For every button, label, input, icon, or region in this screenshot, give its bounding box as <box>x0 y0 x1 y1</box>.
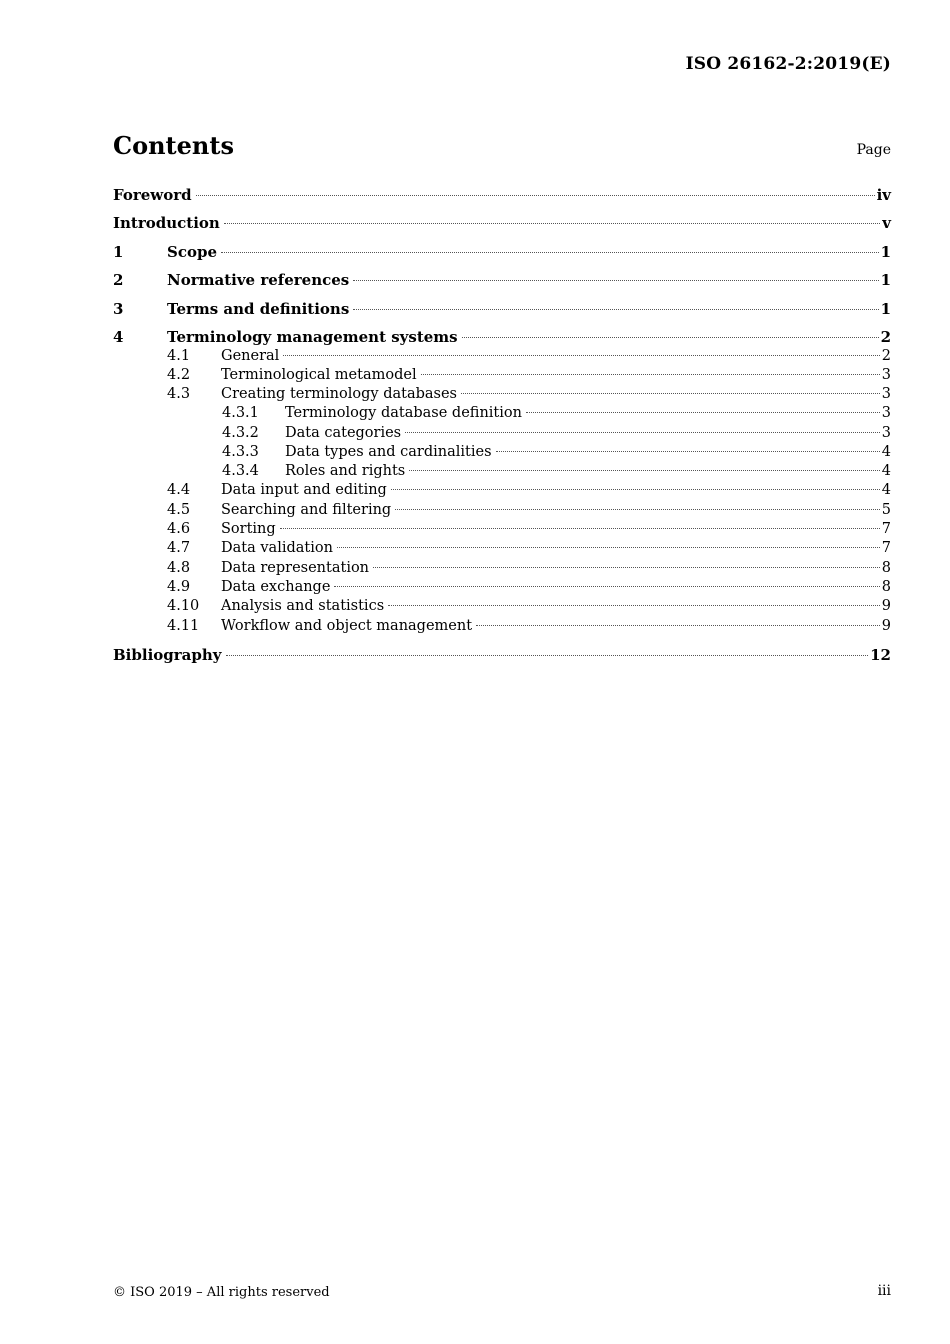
dot-leader <box>461 393 880 394</box>
toc-entry-number: 4.3.2 <box>222 425 259 441</box>
toc-entry-number: 4.10 <box>167 598 200 614</box>
toc-entry[interactable] <box>113 579 891 595</box>
toc-entry-title: Data representation <box>221 560 370 576</box>
toc-entry-page: 2 <box>880 328 891 346</box>
toc-entry-page: 7 <box>881 521 891 537</box>
toc-entry-title: Foreword <box>113 186 192 204</box>
toc-entry-page: 3 <box>881 425 891 441</box>
toc-entry-number: 3 <box>113 300 124 318</box>
toc-entry-title: Terms and definitions <box>167 300 350 318</box>
toc-entry-page: 9 <box>881 618 891 634</box>
dot-leader <box>353 280 878 281</box>
dot-leader <box>353 309 878 310</box>
page-number: iii <box>877 1283 891 1299</box>
toc-entry-title: Searching and filtering <box>221 502 392 518</box>
toc-entry[interactable] <box>113 521 891 537</box>
toc-entry-page: 12 <box>870 646 891 664</box>
toc-entry-page: iv <box>876 186 891 204</box>
dot-leader <box>462 337 879 338</box>
toc-entry-number: 4.3.4 <box>222 463 259 479</box>
toc-entry-title: Bibliography <box>113 646 222 664</box>
toc-entry-title: Introduction <box>113 214 220 232</box>
toc-entry-page: 4 <box>881 463 891 479</box>
toc-entry-title: Roles and rights <box>285 463 406 479</box>
toc-entry-number: 4.7 <box>167 540 191 556</box>
dot-leader <box>476 625 880 626</box>
toc-entry-page: 1 <box>880 271 891 289</box>
toc-entry-title: Data validation <box>221 540 333 556</box>
toc-entry-number: 2 <box>113 271 124 289</box>
toc-entry-page: 5 <box>881 502 891 518</box>
dot-leader <box>337 547 880 548</box>
toc-entry-page: 2 <box>881 348 891 364</box>
toc-entry-title: Normative references <box>167 271 350 289</box>
toc-entry[interactable] <box>113 598 891 614</box>
toc-entry[interactable] <box>113 348 891 364</box>
toc-entry-page: 3 <box>881 405 891 421</box>
toc-entry-title: Data input and editing <box>221 482 387 498</box>
toc-entry[interactable] <box>113 405 891 421</box>
dot-leader <box>221 252 879 253</box>
dot-leader <box>421 374 880 375</box>
toc-entry-number: 4 <box>113 328 124 346</box>
toc-entry-title: Data categories <box>285 425 402 441</box>
toc-entry-title: Scope <box>167 243 218 261</box>
dot-leader <box>283 355 879 356</box>
toc-entry[interactable] <box>113 300 891 318</box>
toc-entry-number: 4.8 <box>167 560 191 576</box>
toc-entry-page: 8 <box>881 560 891 576</box>
toc-entry-title: Analysis and statistics <box>221 598 385 614</box>
toc-entry-number: 4.3.1 <box>222 405 259 421</box>
toc-entry-page: 1 <box>880 243 891 261</box>
contents-title: Contents <box>113 131 234 160</box>
dot-leader <box>409 470 880 471</box>
toc-entry[interactable] <box>113 271 891 289</box>
toc-entry-title: General <box>221 348 280 364</box>
toc-entry[interactable] <box>113 328 891 346</box>
toc-entry[interactable] <box>113 444 891 460</box>
toc-entry-title: Creating terminology databases <box>221 386 457 402</box>
toc-entry-page: 7 <box>881 540 891 556</box>
dot-leader <box>395 509 880 510</box>
dot-leader <box>388 605 880 606</box>
toc-entry-page: v <box>882 214 891 232</box>
toc-entry-number: 4.3 <box>167 386 191 402</box>
document-id: ISO 26162-2:2019(E) <box>685 54 891 74</box>
toc-entry[interactable] <box>113 214 891 232</box>
dot-leader <box>226 655 869 656</box>
toc-entry[interactable] <box>113 425 891 441</box>
toc-entry-number: 4.2 <box>167 367 191 383</box>
toc-entry-title: Data exchange <box>221 579 331 595</box>
toc-entry-title: Terminology management systems <box>167 328 458 346</box>
toc-entry[interactable] <box>113 540 891 556</box>
toc-entry-page: 1 <box>880 300 891 318</box>
toc-entry[interactable] <box>113 646 891 664</box>
dot-leader <box>196 195 875 196</box>
toc-entry[interactable] <box>113 386 891 402</box>
toc-entry-title: Workflow and object management <box>221 618 473 634</box>
toc-entry-page: 3 <box>881 367 891 383</box>
toc-entry-title: Terminological metamodel <box>221 367 417 383</box>
toc-entry-number: 4.1 <box>167 348 191 364</box>
toc-entry-number: 1 <box>113 243 124 261</box>
toc-entry-title: Data types and cardinalities <box>285 444 492 460</box>
toc-entry-page: 4 <box>881 444 891 460</box>
toc-entry[interactable] <box>113 186 891 204</box>
toc-entry-number: 4.3.3 <box>222 444 259 460</box>
dot-leader <box>373 567 880 568</box>
toc-entry[interactable] <box>113 618 891 634</box>
toc-entry[interactable] <box>113 560 891 576</box>
toc-entry-page: 3 <box>881 386 891 402</box>
toc-entry[interactable] <box>113 502 891 518</box>
page-column-label: Page <box>856 142 891 158</box>
toc-entry[interactable] <box>113 367 891 383</box>
toc-entry[interactable] <box>113 463 891 479</box>
dot-leader <box>391 489 880 490</box>
copyright-notice: © ISO 2019 – All rights reserved <box>113 1285 330 1300</box>
toc-entry-page: 8 <box>881 579 891 595</box>
toc-entry-page: 4 <box>881 482 891 498</box>
toc-entry[interactable] <box>113 482 891 498</box>
dot-leader <box>224 223 880 224</box>
toc-entry-number: 4.4 <box>167 482 191 498</box>
dot-leader <box>405 432 880 433</box>
toc-entry-number: 4.5 <box>167 502 191 518</box>
dot-leader <box>334 586 879 587</box>
toc-entry-number: 4.9 <box>167 579 191 595</box>
toc-entry-title: Sorting <box>221 521 276 537</box>
toc-entry-page: 9 <box>881 598 891 614</box>
toc-entry[interactable] <box>113 243 891 261</box>
toc-entry-number: 4.6 <box>167 521 191 537</box>
dot-leader <box>496 451 880 452</box>
toc-entry-title: Terminology database definition <box>285 405 522 421</box>
toc-entry-number: 4.11 <box>167 618 200 634</box>
dot-leader <box>280 528 880 529</box>
dot-leader <box>526 412 880 413</box>
